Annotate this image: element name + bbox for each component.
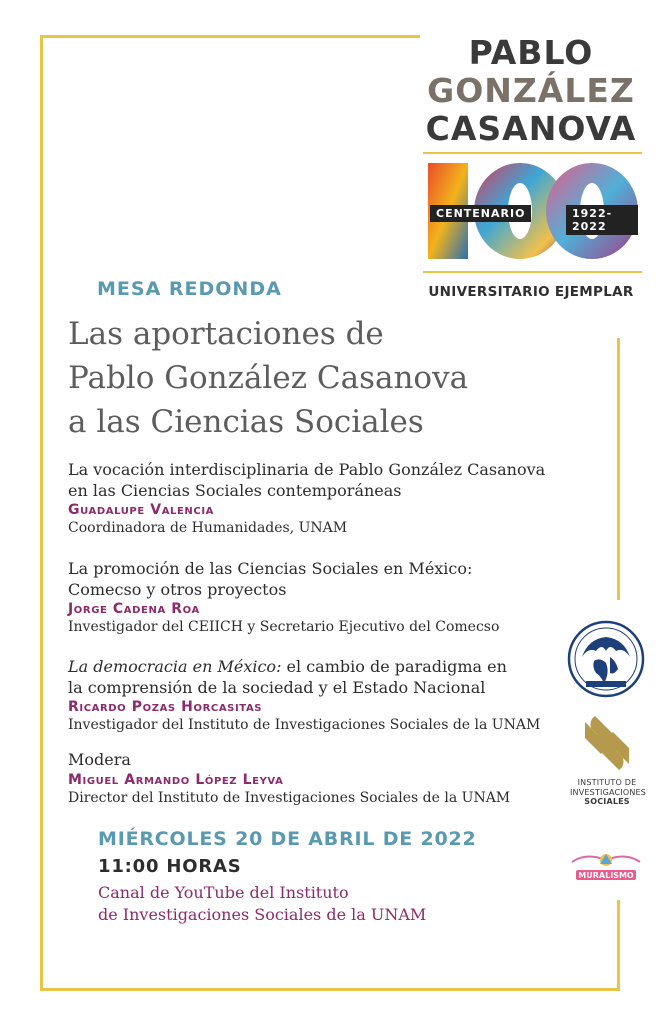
brand-tagline: UNIVERSITARIO EJEMPLAR <box>428 284 634 300</box>
brand-name-line1: PABLO <box>468 33 594 72</box>
event-date: MIÉRCOLES 20 DE ABRIL DE 2022 <box>98 828 477 850</box>
unam-seal-icon <box>566 617 646 701</box>
event-title-line: a las Ciencias Sociales <box>68 404 424 440</box>
frame-left-line <box>40 35 43 991</box>
event-title-line: Pablo González Casanova <box>68 360 469 396</box>
brand-separator-bottom <box>423 271 642 273</box>
talk-speaker: Jorge Cadena Roa <box>68 601 200 617</box>
frame-top-line <box>40 35 420 38</box>
centenario-label: CENTENARIO <box>430 205 531 222</box>
talk-title-line: La vocación interdisciplinaria de Pablo González Casanova <box>68 460 546 479</box>
event-title <box>68 312 588 444</box>
moderator-block <box>68 749 568 808</box>
talk-title-italic: La democracia en México: <box>68 657 282 676</box>
brand-name-line2: GONZÁLEZ <box>427 71 635 110</box>
brand-separator-top <box>423 152 642 154</box>
talk-speaker: Guadalupe Valencia <box>68 502 214 518</box>
talk-title-line: la comprensión de la sociedad y el Estado Nacional <box>68 678 486 697</box>
frame-bottom-line <box>40 988 620 991</box>
talk-title-rest: el cambio de paradigma en <box>281 657 507 676</box>
event-channel <box>98 882 426 926</box>
brand-name-line3: CASANOVA <box>425 109 637 148</box>
moderator-role: Director del Instituto de Investigaciones Sociales de la UNAM <box>68 790 511 806</box>
unam-seal-logo <box>566 617 646 701</box>
iis-label-line: INSTITUTO DE <box>577 778 637 787</box>
channel-line: Canal de YouTube del Instituto <box>98 883 349 902</box>
talk-1 <box>68 459 568 538</box>
iis-label-line: INVESTIGACIONES <box>570 787 647 797</box>
muralismo-label: MURALISMO <box>578 871 634 880</box>
frame-right-line-lower <box>617 900 620 990</box>
talk-speaker-role: Coordinadora de Humanidades, UNAM <box>68 520 348 536</box>
frame-right-line-upper <box>617 338 620 600</box>
channel-line: de Investigaciones Sociales de la UNAM <box>98 905 427 924</box>
centenario-years: 1922-2022 <box>566 205 638 235</box>
iis-logo <box>570 712 647 822</box>
brand-title <box>420 34 642 148</box>
muralismo-logo <box>566 848 646 884</box>
talk-speaker: Ricardo Pozas Horcasitas <box>68 699 263 715</box>
event-title-line: Las aportaciones de <box>68 316 384 352</box>
iis-symbol-icon <box>579 712 635 774</box>
talk-3 <box>68 656 568 735</box>
talk-speaker-role: Investigador del Instituto de Investigaciones Sociales de la UNAM <box>68 717 541 733</box>
talk-title-line: en las Ciencias Sociales contemporáneas <box>68 481 402 500</box>
talk-title-line: La promoción de las Ciencias Sociales en México: <box>68 559 473 578</box>
talk-2 <box>68 558 568 637</box>
talk-speaker-role: Investigador del CEIICH y Secretario Ejecutivo del Comecso <box>68 619 500 635</box>
talk-title-line <box>68 656 568 677</box>
muralismo-emblem-icon <box>566 848 646 884</box>
iis-label-line: SOCIALES <box>584 797 630 806</box>
moderator-name: Miguel Armando López Leyva <box>68 772 284 788</box>
event-time: 11:00 HORAS <box>98 856 242 877</box>
centenario-100-graphic <box>428 161 638 261</box>
event-kicker: MESA REDONDA <box>97 278 282 300</box>
talk-title-line: Comecso y otros proyectos <box>68 580 287 599</box>
moderator-label: Modera <box>68 750 131 769</box>
